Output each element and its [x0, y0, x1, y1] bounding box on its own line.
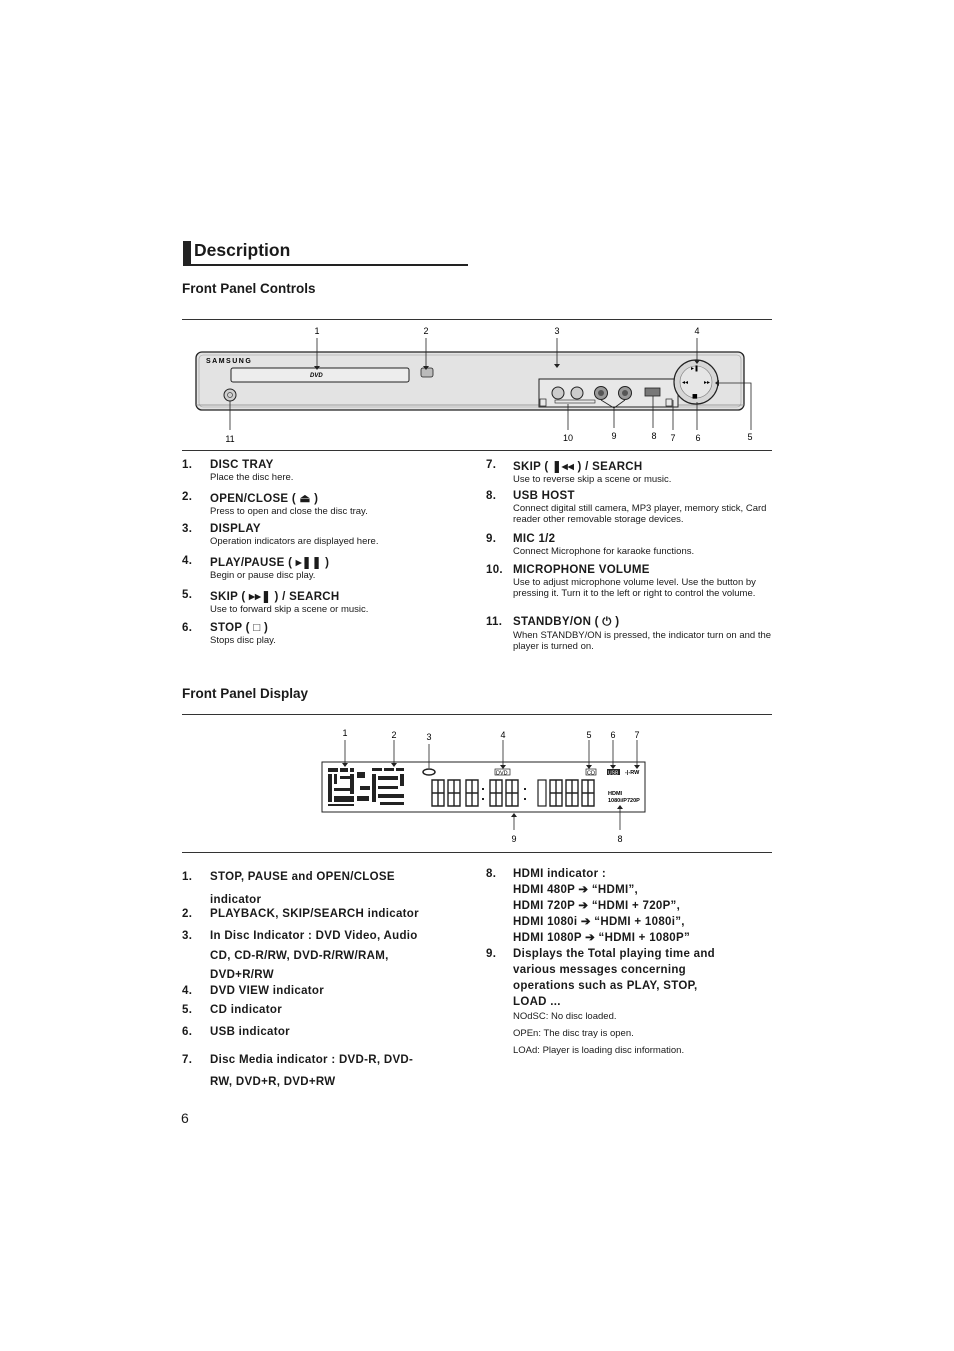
display-item-9 — [486, 946, 772, 1010]
item-number: 2. — [182, 491, 193, 503]
usb-indicator: USB — [608, 770, 619, 777]
item-label: SKIP ( ▸▸❚ ) / SEARCH — [210, 591, 340, 603]
item-label: MICROPHONE VOLUME — [513, 564, 650, 576]
item-line: RW, DVD+R, DVD+RW — [210, 1076, 336, 1088]
item-number: 10. — [486, 564, 503, 576]
callout-10: 10 — [562, 433, 574, 443]
item-number: 7. — [182, 1054, 193, 1066]
item-line: CD indicator — [210, 1004, 282, 1016]
item-number: 3. — [182, 523, 193, 535]
display-note: NOdSC: No disc loaded. — [513, 1011, 617, 1022]
display-callout-4: 4 — [500, 730, 506, 740]
callout-5: 5 — [747, 432, 753, 442]
display-callout-6: 6 — [610, 730, 616, 740]
item-number: 3. — [182, 930, 193, 942]
display-callout-9: 9 — [511, 834, 517, 844]
item-line: LOAD ... — [513, 996, 561, 1008]
item-number: 2. — [182, 908, 193, 920]
front-display-illustration — [182, 716, 772, 850]
control-item-11 — [486, 616, 772, 652]
display-item-7 — [182, 1049, 482, 1093]
item-number: 4. — [182, 555, 193, 567]
display-item-4 — [182, 985, 482, 997]
control-item-5 — [182, 589, 482, 615]
display-item-5 — [182, 1004, 482, 1016]
item-desc: Place the disc here. — [210, 472, 294, 483]
section-title: Description — [194, 240, 291, 260]
item-desc: Begin or pause disc play. — [210, 570, 316, 581]
item-line: indicator — [210, 894, 262, 906]
display-item-3 — [182, 927, 482, 986]
brand-label: SAMSUNG — [206, 358, 253, 365]
item-number: 1. — [182, 871, 193, 883]
item-line: Disc Media indicator : DVD-R, DVD- — [210, 1054, 414, 1066]
item-line: CD, CD-R/RW, DVD-R/RW/RAM, — [210, 949, 389, 962]
display-item-8 — [486, 866, 772, 946]
item-desc: Use to adjust microphone volume level. Use the button by pressing it. Turn it to the left or right to control the volume. — [513, 577, 756, 599]
item-label: OPEN/CLOSE ( ⏏ ) — [210, 493, 319, 505]
item-line: HDMI 480P ➔ “HDMI”, — [513, 884, 639, 896]
dvd-indicator: DVD — [496, 770, 508, 777]
control-item-9 — [486, 533, 772, 557]
cd-indicator: CD — [587, 770, 595, 777]
item-line: operations such as PLAY, STOP, — [513, 980, 698, 992]
item-desc: Use to forward skip a scene or music. — [210, 604, 369, 615]
item-line: In Disc Indicator : DVD Video, Audio — [210, 930, 418, 942]
item-number: 8. — [486, 868, 497, 880]
item-desc: Operation indicators are displayed here. — [210, 536, 379, 547]
callout-8: 8 — [651, 431, 657, 441]
usb-port — [645, 388, 660, 396]
item-desc: Press to open and close the disc tray. — [210, 506, 368, 517]
callout-4: 4 — [694, 326, 700, 336]
control-item-3 — [182, 523, 482, 547]
mic-volume-knob-2 — [571, 387, 583, 399]
item-line: DVD+R/RW — [210, 969, 274, 981]
item-number: 4. — [182, 985, 193, 997]
control-item-7 — [486, 459, 772, 485]
control-item-4 — [182, 555, 482, 581]
hdmi-indicator: HDMI — [608, 791, 623, 797]
control-item-8 — [486, 490, 772, 525]
item-desc: Connect digital still camera, MP3 player, memory stick, Card reader other removable storage devices. — [513, 503, 767, 525]
divider — [182, 714, 772, 715]
item-label: MIC 1/2 — [513, 533, 556, 545]
item-line: PLAYBACK, SKIP/SEARCH indicator — [210, 908, 419, 920]
display-frame — [322, 762, 645, 812]
standby-button — [224, 389, 236, 401]
hdmi-mode-indicator: 1080i/P720P — [608, 798, 640, 804]
display-callout-5: 5 — [586, 730, 592, 740]
item-number: 6. — [182, 1026, 193, 1038]
item-line: DVD VIEW indicator — [210, 985, 325, 997]
item-label: STOP ( □ ) — [210, 622, 269, 634]
item-line: HDMI 1080P ➔ “HDMI + 1080P” — [513, 932, 690, 944]
callout-7: 7 — [670, 433, 676, 443]
item-number: 7. — [486, 459, 497, 471]
control-item-1 — [182, 459, 482, 483]
item-line: HDMI indicator : — [513, 868, 606, 880]
display-callout-3: 3 — [426, 732, 432, 742]
item-number: 9. — [486, 948, 497, 960]
item-line: HDMI 1080i ➔ “HDMI + 1080i”, — [513, 916, 685, 928]
item-number: 5. — [182, 589, 193, 601]
display-note: OPEn: The disc tray is open. — [513, 1028, 634, 1039]
open-close-button — [421, 368, 433, 377]
rw-indicator: -|-RW — [625, 770, 640, 776]
display-callout-7: 7 — [634, 730, 640, 740]
callout-1: 1 — [314, 326, 320, 336]
callout-3: 3 — [554, 326, 560, 336]
callout-9: 9 — [611, 431, 617, 441]
item-line: USB indicator — [210, 1026, 290, 1038]
item-number: 11. — [486, 616, 503, 628]
front-panel-display-heading: Front Panel Display — [182, 686, 309, 701]
item-desc: Connect Microphone for karaoke functions. — [513, 546, 695, 557]
svg-text:▸❚: ▸❚ — [691, 365, 700, 372]
display-callout-8: 8 — [617, 834, 623, 844]
display-item-6 — [182, 1026, 482, 1038]
item-desc: Stops disc play. — [210, 635, 276, 646]
title-marker — [183, 241, 191, 264]
item-line: Displays the Total playing time and — [513, 948, 715, 960]
item-number: 8. — [486, 490, 497, 502]
item-label: DISPLAY — [210, 523, 261, 535]
item-desc: Use to reverse skip a scene or music. — [513, 474, 672, 485]
display-item-1 — [182, 866, 482, 912]
item-label: DISC TRAY — [210, 459, 274, 471]
callout-11: 11 — [225, 434, 235, 444]
item-label: SKIP ( ❚◂◂ ) / SEARCH — [513, 461, 643, 473]
control-item-2 — [182, 491, 482, 517]
page-number: 6 — [181, 1110, 189, 1126]
control-item-6 — [182, 622, 482, 646]
front-panel-controls-heading: Front Panel Controls — [182, 281, 316, 296]
item-line: STOP, PAUSE and OPEN/CLOSE — [210, 871, 395, 883]
svg-text:◂◂: ◂◂ — [682, 379, 689, 386]
display-callout-2: 2 — [391, 730, 397, 740]
callout-6: 6 — [695, 433, 701, 443]
item-number: 5. — [182, 1004, 193, 1016]
control-item-10 — [486, 564, 772, 599]
divider — [182, 450, 772, 451]
item-number: 6. — [182, 622, 193, 634]
item-label: PLAY/PAUSE ( ▸❚❚ ) — [210, 557, 330, 569]
svg-text:▸▸: ▸▸ — [704, 379, 711, 386]
divider — [182, 852, 772, 853]
dvd-logo: DVD — [310, 373, 323, 379]
item-line: various messages concerning — [513, 964, 687, 976]
item-desc: When STANDBY/ON is pressed, the indicator turn on and the player is turned on. — [513, 630, 772, 652]
item-line: HDMI 720P ➔ “HDMI + 720P”, — [513, 900, 681, 912]
display-callout-1: 1 — [342, 728, 348, 738]
mic-volume-knob-1 — [552, 387, 564, 399]
item-label: STANDBY/ON ( ⏻ ) — [513, 616, 620, 628]
callout-2: 2 — [423, 326, 429, 336]
front-panel-illustration — [182, 320, 772, 450]
item-number: 1. — [182, 459, 193, 471]
display-note: LOAd: Player is loading disc information. — [513, 1045, 685, 1056]
section-title-bar — [183, 241, 468, 266]
svg-text:■: ■ — [692, 393, 698, 400]
item-label: USB HOST — [513, 490, 575, 502]
item-number: 9. — [486, 533, 497, 545]
display-item-2 — [182, 908, 482, 920]
